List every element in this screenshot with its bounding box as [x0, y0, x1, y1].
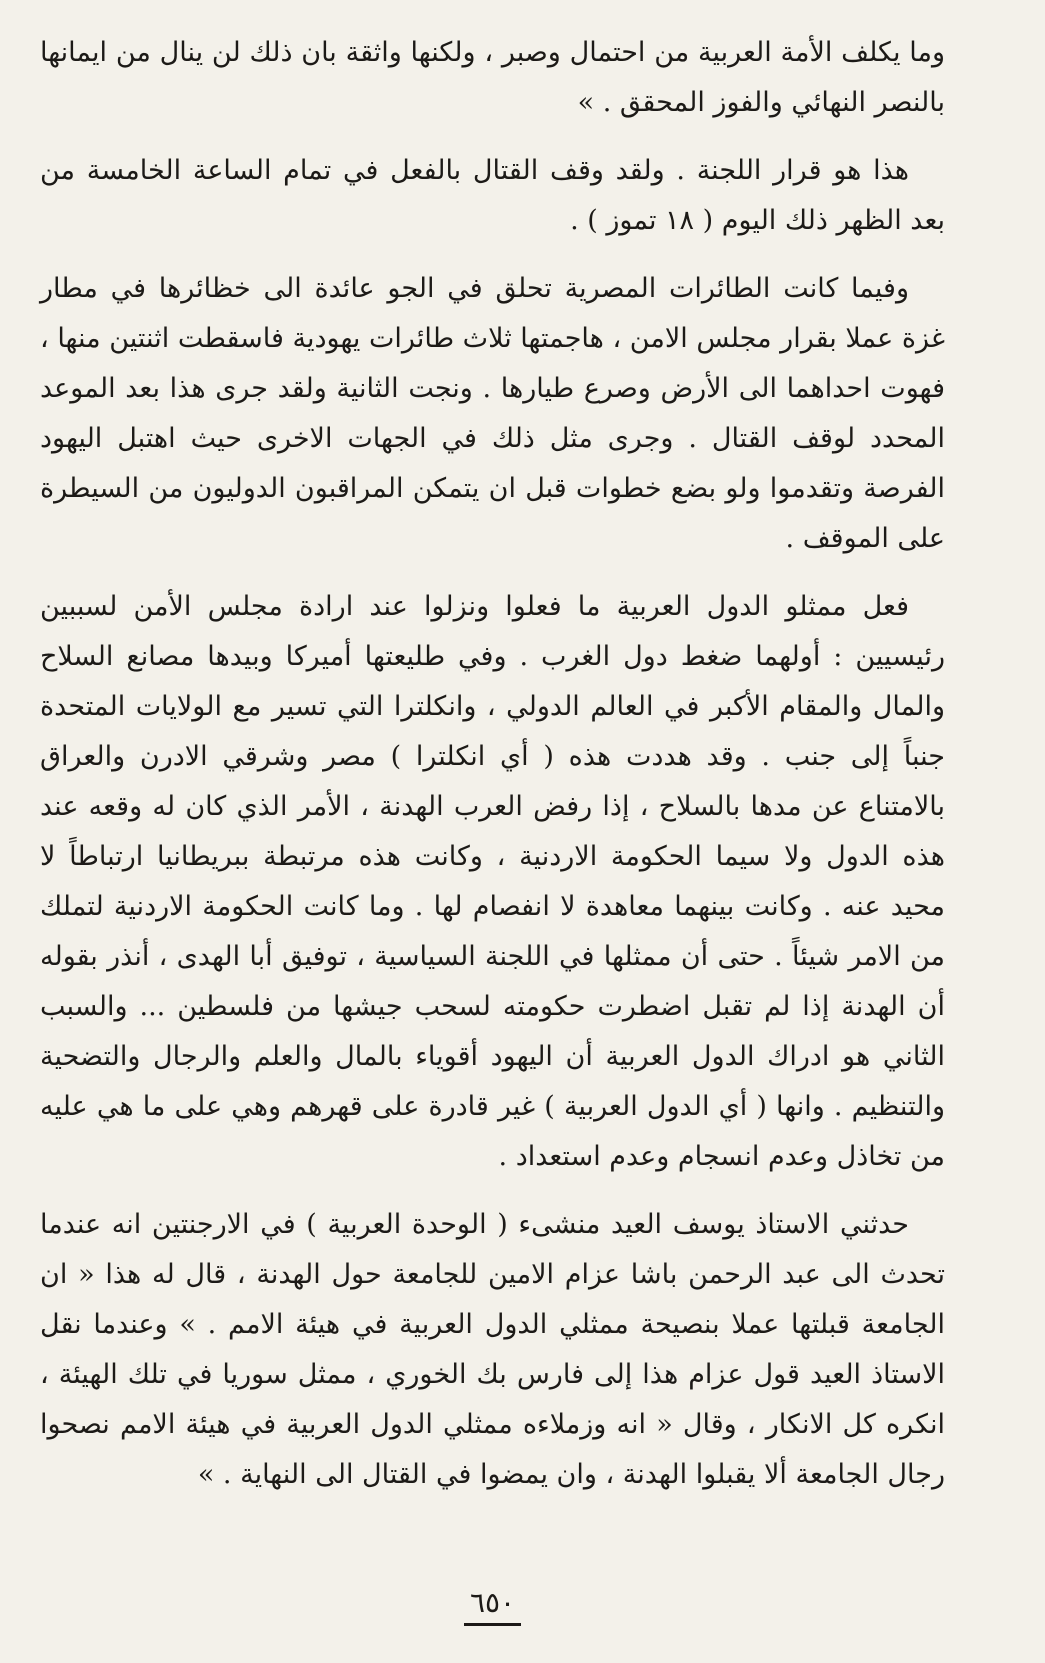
page-number-container: [40, 1583, 945, 1626]
paragraph-1: وما يكلف الأمة العربية من احتمال وصبر ، ولكنها واثقة بان ذلك لن ينال من ايمانها بالنصر النهائي والفوز المحقق . »: [40, 37, 945, 118]
paragraph-3: وفيما كانت الطائرات المصرية تحلق في الجو عائدة الى خظائرها في مطار غزة عملا بقرار مجلس الامن ، هاجمتها ثلاث طائرات يهودية فاسقطت اثنتين منها ، فهوت احداهما الى الأرض وصرع طيارها . ونجت الثانية ولقد جرى هذا بعد الموعد المحدد لوقف القتال . وجرى مثل ذلك في الجهات الاخرى حيث اهتبل اليهود الفرصة وتقدموا ولو بضع خطوات قبل ان يتمكن المراقبون الدوليون من السيطرة على الموقف .: [40, 273, 945, 554]
paragraph-2: هذا هو قرار اللجنة . ولقد وقف القتال بالفعل في تمام الساعة الخامسة من بعد الظهر ذلك اليوم ( ١٨ تموز ) .: [40, 155, 945, 236]
paragraph-4: فعل ممثلو الدول العربية ما فعلوا ونزلوا عند ارادة مجلس الأمن لسببين رئيسيين : أولهما ضغط دول الغرب . وفي طليعتها أميركا وبيدها مصانع السلاح والمال والمقام الأكبر في العالم الدولي ، وانكلترا التي تسير مع الولايات المتحدة جنباً إلى جنب . وقد هددت هذه ( أي انكلترا ) مصر وشرقي الادرن والعراق بالامتناع عن مدها بالسلاح ، إذا رفض العرب الهدنة ، الأمر الذي كان له وقعه عند هذه الدول ولا سيما الحكومة الاردنية ، وكانت هذه مرتبطة ببريطانيا ارتباطاً لا محيد عنه . وكانت بينهما معاهدة لا انفصام لها . وما كانت الحكومة الاردنية لتملك من الامر شيئاً . حتى أن ممثلها في اللجنة السياسية ، توفيق أبا الهدى ، أنذر بقوله أن الهدنة إذا لم تقبل اضطرت حكومته لسحب جيشها من فلسطين ... والسبب الثاني هو ادراك الدول العربية أن اليهود أقوياء بالمال والعلم والرجال والتضحية والتنظيم . وانها ( أي الدول العربية ) غير قادرة على قهرهم وهي على ما هي عليه من تخاذل وعدم انسجام وعدم استعداد .: [40, 591, 945, 1172]
page-number: ٦٥٠: [464, 1583, 521, 1626]
paragraph-5: حدثني الاستاذ يوسف العيد منشىء ( الوحدة العربية ) في الارجنتين انه عندما تحدث الى عبد الرحمن باشا عزام الامين للجامعة حول الهدنة ، قال له هذا « ان الجامعة قبلتها عملا بنصيحة ممثلي الدول العربية في هيئة الامم . » وعندما نقل الاستاذ العيد قول عزام هذا إلى فارس بك الخوري ، ممثل سوريا في تلك الهيئة ، انكره كل الانكار ، وقال « انه وزملاءه ممثلي الدول العربية في هيئة الامم نصحوا رجال الجامعة ألا يقبلوا الهدنة ، وان يمضوا في القتال الى النهاية . »: [40, 1209, 945, 1490]
document-page: [40, 28, 945, 1638]
